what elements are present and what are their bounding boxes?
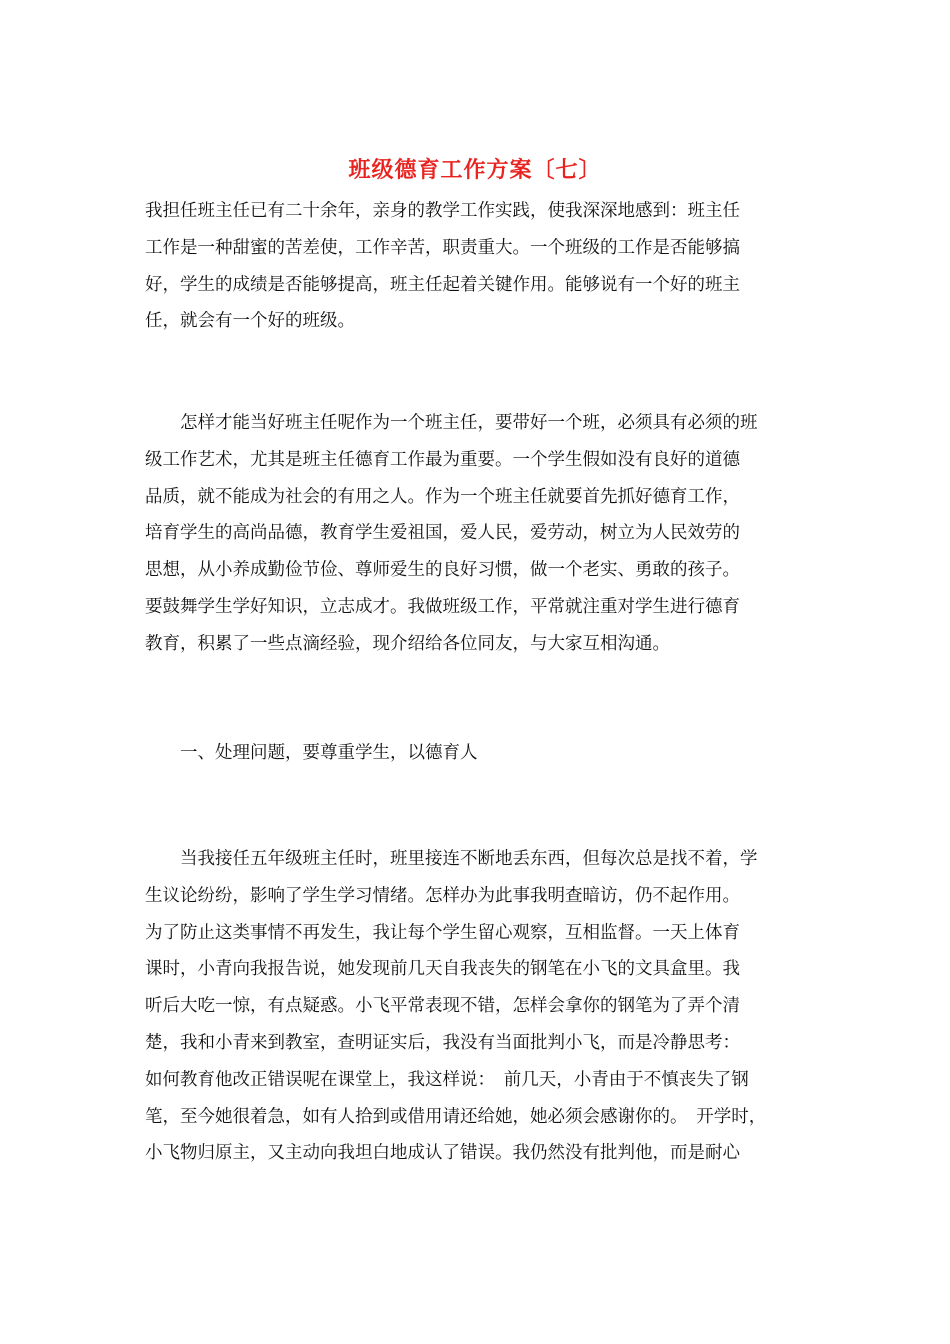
text-line: 培育学生的高尚品德，教育学生爱祖国，爱人民，爱劳动，树立为人民效劳的: [145, 523, 740, 544]
text-line: 好，学生的成绩是否能够提高，班主任起着关键作用。能够说有一个好的班主: [145, 274, 740, 295]
document-title: 班级德育工作方案〔七〕: [348, 157, 602, 183]
text-line: 笔，至今她很着急，如有人拾到或借用请还给她，她必须会感谢你的。 开学时，: [145, 1106, 767, 1127]
text-line: 工作是一种甜蜜的苦差使，工作辛苦，职责重大。一个班级的工作是否能够搞: [145, 237, 740, 258]
text-line: 我担任班主任已有二十余年，亲身的教学工作实践，使我深深地感到：班主任: [145, 201, 740, 221]
text-line: 思想，从小养成勤俭节俭、尊师爱生的良好习惯，做一个老实、勇敢的孩子。: [145, 560, 740, 581]
text-line: 课时，小青向我报告说，她发现前几天自我丧失的钢笔在小飞的文具盒里。我: [145, 959, 740, 980]
text-line: 为了防止这类事情不再发生，我让每个学生留心观察，互相监督。一天上体育: [145, 922, 740, 943]
text-line: 品质，就不能成为社会的有用之人。作为一个班主任就要首先抓好德育工作，: [145, 486, 740, 507]
text-line: 听后大吃一惊，有点疑惑。小飞平常表现不错，怎样会拿你的钢笔为了弄个清: [145, 996, 740, 1017]
text-line: 生议论纷纷，影响了学生学习情绪。怎样办为此事我明查暗访，仍不起作用。: [145, 885, 740, 906]
paragraph-intro: [145, 193, 805, 340]
text-line: 要鼓舞学生学好知识，立志成才。我做班级工作，平常就注重对学生进行德育: [145, 596, 740, 617]
text-line: 级工作艺术，尤其是班主任德育工作最为重要。一个学生假如没有良好的道德: [145, 449, 740, 470]
paragraph-how-to: [145, 405, 805, 663]
section-heading-1: [145, 735, 805, 772]
paragraph-story: [145, 841, 805, 1172]
text-line: 当我接任五年级班主任时，班里接连不断地丢东西，但每次总是找不着，学: [145, 849, 758, 869]
text-line: 教育，积累了一些点滴经验，现介绍给各位同友，与大家互相沟通。: [145, 633, 670, 654]
text-line: 楚，我和小青来到教室，查明证实后，我没有当面批判小飞，而是冷静思考：: [145, 1032, 740, 1053]
section-heading-text: 一、处理问题，要尊重学生，以德育人: [145, 743, 478, 763]
text-line: 怎样才能当好班主任呢作为一个班主任，要带好一个班，必须具有必须的班: [145, 413, 758, 433]
text-line: 任，就会有一个好的班级。: [145, 311, 355, 332]
text-line: 如何教育他改正错误呢在课堂上，我这样说： 前几天，小青由于不慎丧失了钢: [145, 1069, 749, 1090]
text-line: 小飞物归原主，又主动向我坦白地成认了错误。我仍然没有批判他，而是耐心: [145, 1143, 740, 1164]
